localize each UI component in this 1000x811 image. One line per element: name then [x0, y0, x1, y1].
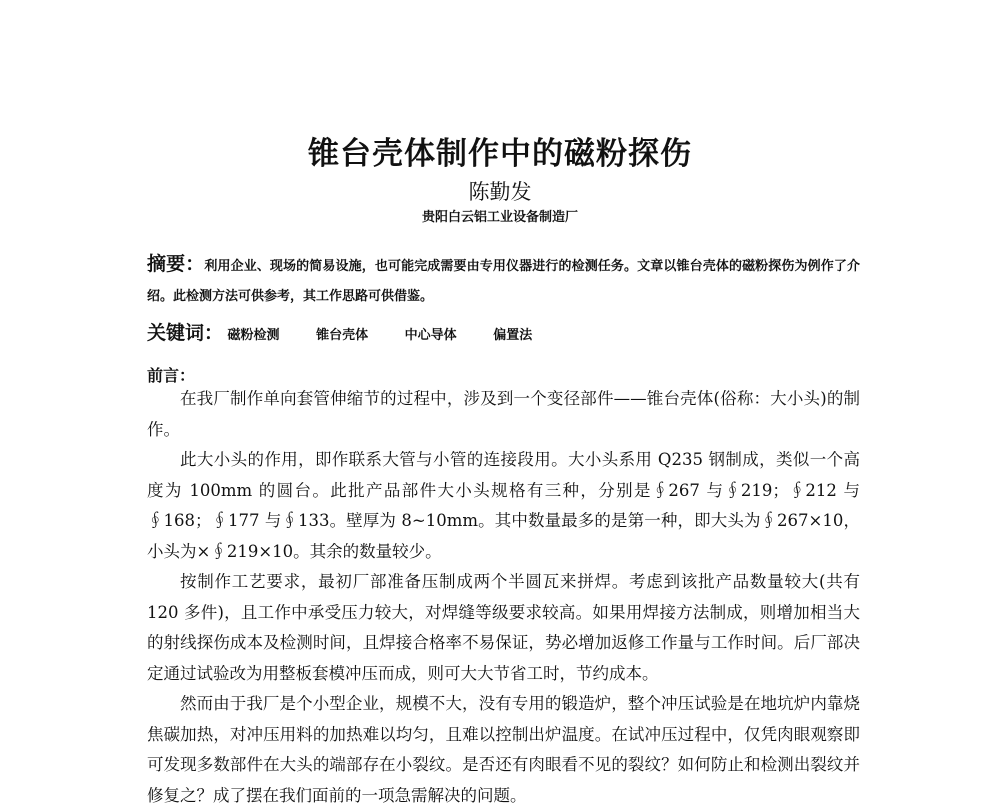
keywords-label: 关键词： — [147, 322, 224, 344]
keyword: 锥台壳体 — [316, 328, 369, 343]
paragraph: 按制作工艺要求，最初厂部准备压制成两个半圆瓦来拼焊。考虑到该批产品数量较大(共有 120 多件)，且工作中承受压力较大，对焊缝等级要求较高。如果用焊接方法制成，则增加相当大的射线探伤成本及检测时间，且焊接合格率不易保证，势必增加返修工作量与工作时间。后厂部决定通过试验改为用整板套模冲压而成，则可大大节省工时，节约成本。 — [147, 572, 860, 683]
paragraph: 然而由于我厂是个小型企业，规模不大，没有专用的锻造炉，整个冲压试验是在地坑炉内靠烧焦碳加热，对冲压用料的加热难以均匀，且难以控制出炉温度。在试冲压过程中，仅凭肉眼观察即可发现多数部件在大头的端部存在小裂纹。是否还有肉眼看不见的裂纹？如何防止和检测出裂纹并修复之？成了摆在我们面前的一项急需解决的问题。 — [147, 694, 860, 805]
abstract-label: 摘要： — [147, 253, 205, 275]
affiliation: 贵阳白云铝工业设备制造厂 — [421, 210, 578, 225]
paper-title: 锥台壳体制作中的磁粉探伤 — [308, 136, 692, 172]
paragraph: 此大小头的作用，即作联系大管与小管的连接段用。大小头系用 Q235 钢制成，类似一个高度为 100mm 的圆台。此批产品部件大小头规格有三种，分别是∮267 与∮219；∮212 与∮168；∮177 与∮133。壁厚为 8~10mm。其中数量最多的是第一种，即大头为∮267×10，小头为×∮219×10。其余的数量较少。 — [147, 450, 860, 561]
keyword: 偏置法 — [493, 328, 533, 343]
body-text — [147, 384, 860, 811]
abstract-text: 利用企业、现场的简易设施，也可能完成需要由专用仪器进行的检测任务。文章以锥台壳体的磁粉探伤为例作了介绍。此检测方法可供参考，其工作思路可供借鉴。 — [147, 259, 860, 304]
abstract — [147, 249, 860, 312]
keywords — [147, 318, 860, 345]
author-name: 陈勤发 — [468, 180, 532, 204]
keyword: 磁粉检测 — [227, 328, 280, 343]
keyword: 中心导体 — [404, 328, 457, 343]
paragraph: 在我厂制作单向套管伸缩节的过程中，涉及到一个变径部件——锥台壳体(俗称：大小头)的制作。 — [147, 389, 860, 439]
preface-heading: 前言： — [147, 366, 196, 385]
